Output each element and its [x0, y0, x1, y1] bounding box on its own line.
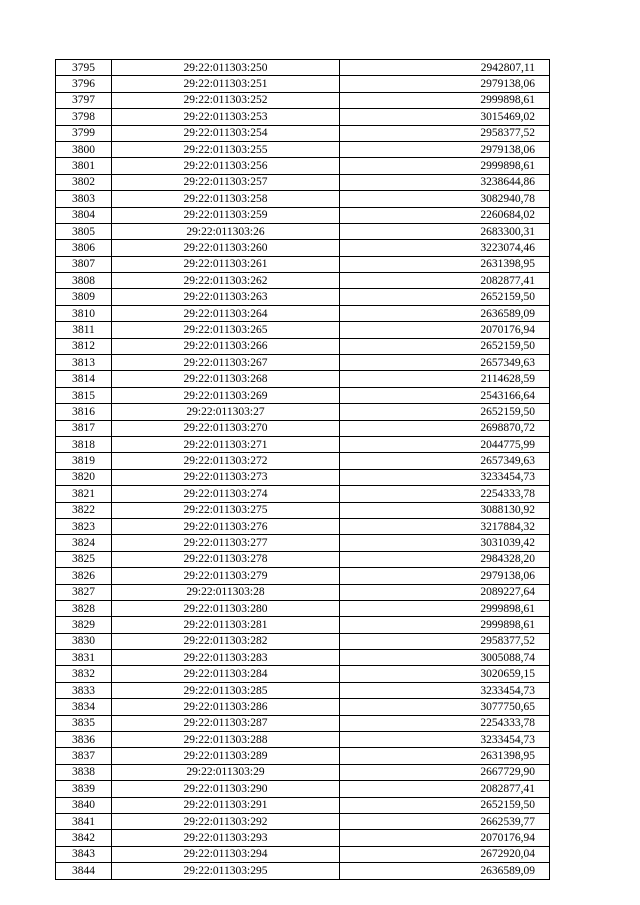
value-cell: 2543166,64: [340, 387, 550, 403]
table-row: [56, 404, 550, 420]
cadastral-number-cell: 29:22:011303:276: [112, 518, 340, 534]
table-row: [56, 551, 550, 567]
row-number-cell: 3827: [56, 584, 112, 600]
row-number-cell: 3823: [56, 518, 112, 534]
table-row: [56, 223, 550, 239]
cadastral-number-cell: 29:22:011303:281: [112, 617, 340, 633]
row-number-cell: 3796: [56, 76, 112, 92]
value-cell: 2672920,04: [340, 846, 550, 862]
cadastral-number-cell: 29:22:011303:259: [112, 207, 340, 223]
row-number-cell: 3838: [56, 764, 112, 780]
cadastral-number-cell: 29:22:011303:254: [112, 125, 340, 141]
table-row: [56, 830, 550, 846]
table-row: [56, 486, 550, 502]
cadastral-number-cell: 29:22:011303:282: [112, 633, 340, 649]
table-row: [56, 338, 550, 354]
row-number-cell: 3815: [56, 387, 112, 403]
value-cell: 3238644,86: [340, 174, 550, 190]
table-row: [56, 305, 550, 321]
value-cell: 3082940,78: [340, 191, 550, 207]
table-row: [56, 797, 550, 813]
cadastral-number-cell: 29:22:011303:253: [112, 109, 340, 125]
value-cell: 2631398,95: [340, 256, 550, 272]
cadastral-value-table: [55, 59, 550, 880]
table-row: [56, 813, 550, 829]
cadastral-number-cell: 29:22:011303:271: [112, 436, 340, 452]
cadastral-number-cell: 29:22:011303:258: [112, 191, 340, 207]
row-number-cell: 3825: [56, 551, 112, 567]
cadastral-number-cell: 29:22:011303:262: [112, 273, 340, 289]
row-number-cell: 3830: [56, 633, 112, 649]
value-cell: 3005088,74: [340, 650, 550, 666]
cadastral-number-cell: 29:22:011303:28: [112, 584, 340, 600]
cadastral-number-cell: 29:22:011303:272: [112, 453, 340, 469]
row-number-cell: 3828: [56, 600, 112, 616]
table-row: [56, 60, 550, 76]
table-row: [56, 92, 550, 108]
value-cell: 2999898,61: [340, 600, 550, 616]
table-row: [56, 699, 550, 715]
value-cell: 2958377,52: [340, 125, 550, 141]
cadastral-number-cell: 29:22:011303:263: [112, 289, 340, 305]
cadastral-number-cell: 29:22:011303:290: [112, 781, 340, 797]
row-number-cell: 3807: [56, 256, 112, 272]
value-cell: 2636589,09: [340, 305, 550, 321]
table-row: [56, 371, 550, 387]
value-cell: 2999898,61: [340, 617, 550, 633]
cadastral-number-cell: 29:22:011303:286: [112, 699, 340, 715]
row-number-cell: 3837: [56, 748, 112, 764]
value-cell: 3233454,73: [340, 469, 550, 485]
table-row: [56, 682, 550, 698]
cadastral-number-cell: 29:22:011303:250: [112, 60, 340, 76]
table-row: [56, 715, 550, 731]
value-cell: 3217884,32: [340, 518, 550, 534]
table-row: [56, 469, 550, 485]
value-cell: 2999898,61: [340, 92, 550, 108]
value-cell: 2979138,06: [340, 76, 550, 92]
row-number-cell: 3809: [56, 289, 112, 305]
table-row: [56, 76, 550, 92]
value-cell: 2254333,78: [340, 715, 550, 731]
value-cell: 3223074,46: [340, 240, 550, 256]
value-cell: 2652159,50: [340, 797, 550, 813]
cadastral-number-cell: 29:22:011303:280: [112, 600, 340, 616]
cadastral-number-cell: 29:22:011303:264: [112, 305, 340, 321]
cadastral-number-cell: 29:22:011303:278: [112, 551, 340, 567]
value-cell: 2984328,20: [340, 551, 550, 567]
value-cell: 2636589,09: [340, 863, 550, 879]
value-cell: 2114628,59: [340, 371, 550, 387]
value-cell: 2044775,99: [340, 436, 550, 452]
table-row: [56, 141, 550, 157]
value-cell: 2698870,72: [340, 420, 550, 436]
value-cell: 3031039,42: [340, 535, 550, 551]
value-cell: 2662539,77: [340, 813, 550, 829]
cadastral-number-cell: 29:22:011303:295: [112, 863, 340, 879]
value-cell: 2652159,50: [340, 404, 550, 420]
cadastral-number-cell: 29:22:011303:268: [112, 371, 340, 387]
table-row: [56, 436, 550, 452]
cadastral-number-cell: 29:22:011303:294: [112, 846, 340, 862]
row-number-cell: 3797: [56, 92, 112, 108]
table-row: [56, 125, 550, 141]
cadastral-number-cell: 29:22:011303:287: [112, 715, 340, 731]
row-number-cell: 3802: [56, 174, 112, 190]
value-cell: 2979138,06: [340, 568, 550, 584]
table-row: [56, 633, 550, 649]
value-cell: 2089227,64: [340, 584, 550, 600]
table-row: [56, 387, 550, 403]
table-row: [56, 355, 550, 371]
row-number-cell: 3804: [56, 207, 112, 223]
row-number-cell: 3824: [56, 535, 112, 551]
row-number-cell: 3833: [56, 682, 112, 698]
row-number-cell: 3819: [56, 453, 112, 469]
table-row: [56, 781, 550, 797]
value-cell: 2070176,94: [340, 830, 550, 846]
cadastral-number-cell: 29:22:011303:255: [112, 141, 340, 157]
row-number-cell: 3810: [56, 305, 112, 321]
cadastral-number-cell: 29:22:011303:283: [112, 650, 340, 666]
value-cell: 2254333,78: [340, 486, 550, 502]
cadastral-number-cell: 29:22:011303:261: [112, 256, 340, 272]
value-cell: 3233454,73: [340, 732, 550, 748]
row-number-cell: 3841: [56, 813, 112, 829]
row-number-cell: 3839: [56, 781, 112, 797]
row-number-cell: 3801: [56, 158, 112, 174]
value-cell: 2631398,95: [340, 748, 550, 764]
cadastral-number-cell: 29:22:011303:289: [112, 748, 340, 764]
value-cell: 3015469,02: [340, 109, 550, 125]
cadastral-number-cell: 29:22:011303:257: [112, 174, 340, 190]
table-row: [56, 453, 550, 469]
value-cell: 2942807,11: [340, 60, 550, 76]
cadastral-number-cell: 29:22:011303:284: [112, 666, 340, 682]
table-row: [56, 764, 550, 780]
table-row: [56, 207, 550, 223]
row-number-cell: 3818: [56, 436, 112, 452]
row-number-cell: 3814: [56, 371, 112, 387]
cadastral-number-cell: 29:22:011303:273: [112, 469, 340, 485]
table-body: [56, 60, 550, 880]
table-row: [56, 568, 550, 584]
value-cell: 3020659,15: [340, 666, 550, 682]
row-number-cell: 3812: [56, 338, 112, 354]
row-number-cell: 3805: [56, 223, 112, 239]
table-row: [56, 846, 550, 862]
value-cell: 3077750,65: [340, 699, 550, 715]
table-row: [56, 518, 550, 534]
value-cell: 2082877,41: [340, 781, 550, 797]
table-row: [56, 240, 550, 256]
row-number-cell: 3831: [56, 650, 112, 666]
value-cell: 2070176,94: [340, 322, 550, 338]
value-cell: 2657349,63: [340, 355, 550, 371]
table-row: [56, 256, 550, 272]
table-row: [56, 109, 550, 125]
table-row: [56, 535, 550, 551]
cadastral-number-cell: 29:22:011303:267: [112, 355, 340, 371]
row-number-cell: 3799: [56, 125, 112, 141]
cadastral-number-cell: 29:22:011303:266: [112, 338, 340, 354]
value-cell: 2082877,41: [340, 273, 550, 289]
cadastral-number-cell: 29:22:011303:279: [112, 568, 340, 584]
table-row: [56, 748, 550, 764]
row-number-cell: 3832: [56, 666, 112, 682]
row-number-cell: 3795: [56, 60, 112, 76]
cadastral-number-cell: 29:22:011303:269: [112, 387, 340, 403]
cadastral-number-cell: 29:22:011303:26: [112, 223, 340, 239]
row-number-cell: 3840: [56, 797, 112, 813]
cadastral-number-cell: 29:22:011303:288: [112, 732, 340, 748]
row-number-cell: 3817: [56, 420, 112, 436]
row-number-cell: 3834: [56, 699, 112, 715]
row-number-cell: 3829: [56, 617, 112, 633]
cadastral-number-cell: 29:22:011303:265: [112, 322, 340, 338]
table-row: [56, 666, 550, 682]
value-cell: 3088130,92: [340, 502, 550, 518]
row-number-cell: 3843: [56, 846, 112, 862]
table-row: [56, 322, 550, 338]
row-number-cell: 3806: [56, 240, 112, 256]
cadastral-number-cell: 29:22:011303:285: [112, 682, 340, 698]
value-cell: 2999898,61: [340, 158, 550, 174]
value-cell: 2683300,31: [340, 223, 550, 239]
value-cell: 3233454,73: [340, 682, 550, 698]
cadastral-number-cell: 29:22:011303:27: [112, 404, 340, 420]
row-number-cell: 3835: [56, 715, 112, 731]
table-row: [56, 174, 550, 190]
row-number-cell: 3803: [56, 191, 112, 207]
table-row: [56, 289, 550, 305]
cadastral-number-cell: 29:22:011303:291: [112, 797, 340, 813]
row-number-cell: 3820: [56, 469, 112, 485]
cadastral-number-cell: 29:22:011303:256: [112, 158, 340, 174]
table-row: [56, 158, 550, 174]
value-cell: 2657349,63: [340, 453, 550, 469]
value-cell: 2979138,06: [340, 141, 550, 157]
cadastral-number-cell: 29:22:011303:252: [112, 92, 340, 108]
cadastral-number-cell: 29:22:011303:275: [112, 502, 340, 518]
table-row: [56, 600, 550, 616]
row-number-cell: 3822: [56, 502, 112, 518]
table-row: [56, 650, 550, 666]
row-number-cell: 3813: [56, 355, 112, 371]
table-row: [56, 617, 550, 633]
table-row: [56, 420, 550, 436]
cadastral-number-cell: 29:22:011303:260: [112, 240, 340, 256]
row-number-cell: 3798: [56, 109, 112, 125]
row-number-cell: 3842: [56, 830, 112, 846]
row-number-cell: 3836: [56, 732, 112, 748]
cadastral-number-cell: 29:22:011303:277: [112, 535, 340, 551]
value-cell: 2652159,50: [340, 338, 550, 354]
table-row: [56, 191, 550, 207]
row-number-cell: 3816: [56, 404, 112, 420]
value-cell: 2260684,02: [340, 207, 550, 223]
value-cell: 2667729,90: [340, 764, 550, 780]
cadastral-number-cell: 29:22:011303:251: [112, 76, 340, 92]
cadastral-number-cell: 29:22:011303:270: [112, 420, 340, 436]
row-number-cell: 3808: [56, 273, 112, 289]
value-cell: 2652159,50: [340, 289, 550, 305]
table-row: [56, 863, 550, 879]
table-row: [56, 732, 550, 748]
table-row: [56, 584, 550, 600]
cadastral-number-cell: 29:22:011303:274: [112, 486, 340, 502]
row-number-cell: 3821: [56, 486, 112, 502]
cadastral-number-cell: 29:22:011303:293: [112, 830, 340, 846]
row-number-cell: 3844: [56, 863, 112, 879]
table-row: [56, 502, 550, 518]
row-number-cell: 3811: [56, 322, 112, 338]
value-cell: 2958377,52: [340, 633, 550, 649]
row-number-cell: 3826: [56, 568, 112, 584]
cadastral-number-cell: 29:22:011303:292: [112, 813, 340, 829]
table-row: [56, 273, 550, 289]
row-number-cell: 3800: [56, 141, 112, 157]
cadastral-number-cell: 29:22:011303:29: [112, 764, 340, 780]
